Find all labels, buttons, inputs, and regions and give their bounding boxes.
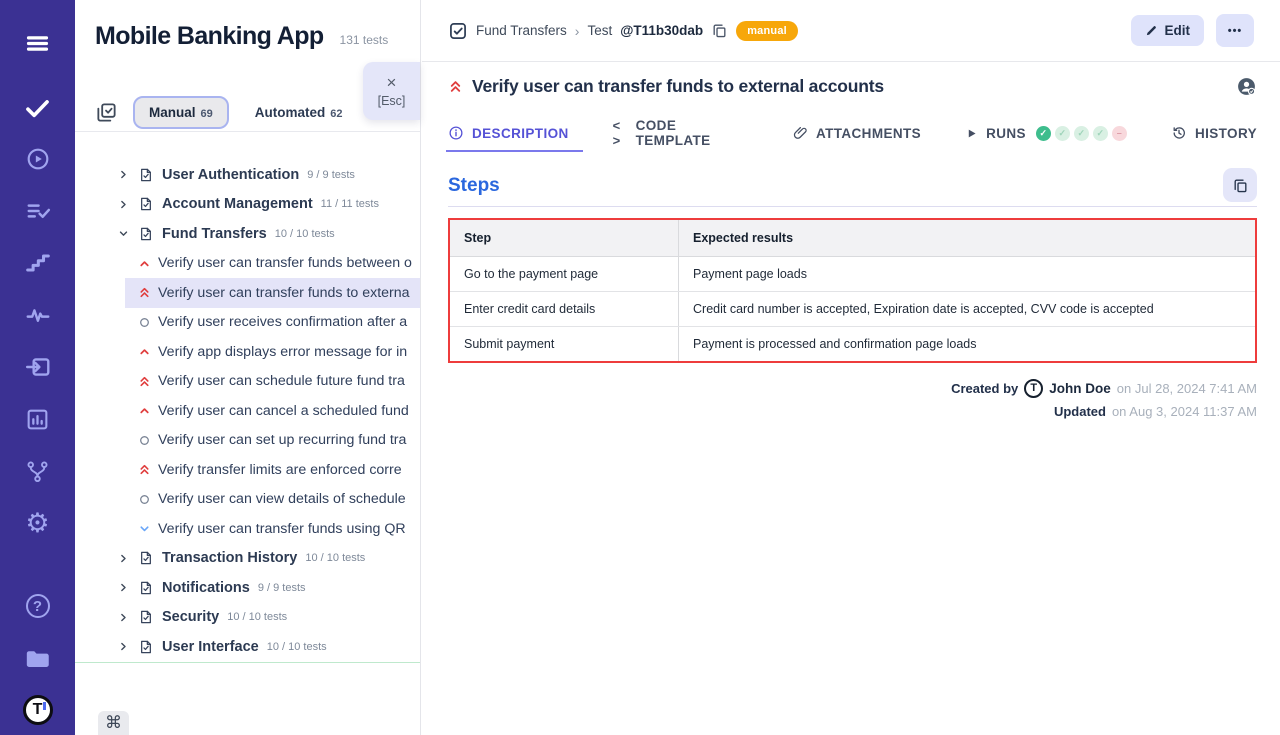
step-row (449, 292, 1256, 327)
created-by-label: Created by (951, 381, 1019, 396)
edit-button[interactable]: Edit (1131, 15, 1205, 46)
activity-icon[interactable] (23, 300, 53, 330)
updated-date: on Aug 3, 2024 11:37 AM (1111, 404, 1257, 419)
command-icon: ⌘ (105, 713, 122, 732)
suite-row-user-interface[interactable]: User Interface 10 / 10 tests (75, 632, 420, 662)
test-row[interactable]: Verify user can set up recurring fund tra (125, 426, 420, 456)
title-row (448, 76, 1257, 97)
step-row (449, 257, 1256, 292)
breadcrumb (448, 21, 798, 41)
menu-icon[interactable] (23, 28, 53, 58)
close-icon: × (386, 73, 397, 92)
test-row[interactable]: Verify user can transfer funds between o (125, 249, 420, 279)
folder-icon[interactable] (23, 643, 53, 673)
author-avatar[interactable]: T (1024, 379, 1043, 398)
tab-runs[interactable]: RUNS ✓ ✓ ✓ ✓ – (965, 126, 1127, 141)
code-icon: < > (612, 118, 620, 148)
created-row (448, 378, 1257, 399)
suite-tree (75, 160, 420, 662)
suite-row-user-authentication[interactable]: User Authentication 9 / 9 tests (75, 160, 420, 190)
created-date: on Jul 28, 2024 7:41 AM (1116, 381, 1257, 396)
run-status-dots (1036, 126, 1127, 141)
test-row[interactable]: Verify user can cancel a scheduled fund (125, 396, 420, 426)
test-row[interactable]: Verify user can view details of schedule (125, 485, 420, 515)
tab-code-template[interactable]: < > CODE TEMPLATE (612, 118, 711, 148)
column-expected-results: Expected results (679, 219, 1257, 257)
test-row[interactable]: Verify transfer limits are enforced corre (125, 455, 420, 485)
tab-history[interactable]: HISTORY (1171, 125, 1257, 141)
more-actions-button[interactable] (1216, 14, 1254, 47)
test-row[interactable]: Verify user receives confirmation after a (125, 308, 420, 338)
run-dot-passed_light (1074, 126, 1089, 141)
manual-badge: manual (736, 21, 798, 41)
logo-accent (43, 702, 46, 710)
tests-check-icon[interactable] (23, 92, 53, 122)
run-dot-passed_light (1055, 126, 1070, 141)
sign-in-icon[interactable] (23, 352, 53, 382)
steps-table (448, 218, 1257, 363)
select-all-icon[interactable] (95, 101, 118, 124)
panel-divider (75, 131, 420, 132)
steps-section (448, 175, 1257, 363)
step-cell: Submit payment (449, 327, 679, 363)
meta-info (448, 378, 1257, 422)
copy-steps-button[interactable] (1223, 168, 1257, 202)
author-name: John Doe (1049, 381, 1111, 396)
tab-manual[interactable]: Manual 69 (133, 96, 229, 129)
command-shortcut-button[interactable] (98, 711, 129, 735)
steps-heading: Steps (448, 175, 500, 196)
play-circle-icon[interactable] (23, 144, 53, 174)
test-id: @T11b30dab (620, 23, 704, 38)
test-row[interactable]: Verify app displays error message for in (125, 337, 420, 367)
breadcrumb-entity: Test (587, 23, 613, 38)
esc-hint: [Esc] (377, 94, 406, 108)
ellipsis-icon: ••• (1227, 24, 1243, 37)
close-popup[interactable] (363, 62, 420, 120)
test-row-selected[interactable]: Verify user can transfer funds to externa (125, 278, 420, 308)
copy-icon (1232, 177, 1249, 194)
steps-header-row (449, 219, 1256, 257)
copy-id-icon[interactable] (711, 22, 728, 39)
paperclip-icon (793, 126, 808, 141)
info-icon (448, 125, 464, 141)
help-icon[interactable]: ? (23, 591, 53, 621)
pencil-icon (1145, 24, 1158, 37)
test-checkbox-icon[interactable] (448, 21, 468, 41)
breadcrumb-suite[interactable]: Fund Transfers (476, 23, 567, 38)
bar-chart-icon[interactable] (23, 404, 53, 434)
run-dot-passed_light (1093, 126, 1108, 141)
tab-automated[interactable]: Automated 62 (254, 104, 343, 120)
run-dot-passed (1036, 126, 1051, 141)
suite-row-notifications[interactable]: Notifications 9 / 9 tests (75, 573, 420, 603)
suite-row-account-management[interactable]: Account Management 11 / 11 tests (75, 190, 420, 220)
app-rail (0, 0, 75, 735)
step-cell: Go to the payment page (449, 257, 679, 292)
expected-cell: Credit card number is accepted, Expiration date is accepted, CVV code is accepted (679, 292, 1257, 327)
suite-row-transaction-history[interactable]: Transaction History 10 / 10 tests (75, 544, 420, 574)
drop-indicator-line (75, 662, 420, 663)
steps-divider (448, 206, 1257, 207)
expected-cell: Payment page loads (679, 257, 1257, 292)
updated-row (448, 401, 1257, 422)
project-header (95, 22, 412, 51)
detail-body (422, 76, 1280, 422)
play-icon (965, 127, 978, 140)
step-cell: Enter credit card details (449, 292, 679, 327)
history-icon (1171, 125, 1187, 141)
detail-tabs (448, 118, 1257, 148)
project-test-count: 131 tests (339, 33, 389, 47)
detail-header (422, 0, 1280, 62)
tab-description[interactable]: DESCRIPTION (448, 125, 569, 141)
app-logo[interactable]: T (23, 695, 53, 725)
priority-critical-icon (448, 79, 463, 94)
project-title: Mobile Banking App (95, 22, 324, 50)
test-title: Verify user can transfer funds to external accounts (472, 76, 884, 96)
suite-row-security[interactable]: Security 10 / 10 tests (75, 603, 420, 633)
column-step: Step (449, 219, 679, 257)
breadcrumb-separator: › (574, 22, 580, 39)
assignee-avatar-icon[interactable] (1236, 76, 1257, 97)
run-dot-failed_light (1112, 126, 1127, 141)
test-detail (422, 0, 1280, 735)
steps-icon[interactable] (23, 248, 53, 278)
gear-icon[interactable]: ⚙ (25, 507, 50, 538)
updated-label: Updated (1053, 404, 1106, 419)
test-row[interactable]: Verify user can schedule future fund tra (125, 367, 420, 397)
suite-row-fund-transfers[interactable]: Fund Transfers 10 / 10 tests (75, 219, 420, 249)
step-row (449, 327, 1256, 363)
branch-icon[interactable] (23, 456, 53, 486)
test-row[interactable]: Verify user can transfer funds using QR (125, 514, 420, 544)
list-check-icon[interactable] (23, 196, 53, 226)
tab-attachments[interactable]: ATTACHMENTS (793, 126, 921, 141)
expected-cell: Payment is processed and confirmation page loads (693, 337, 977, 351)
suite-panel (75, 0, 421, 735)
